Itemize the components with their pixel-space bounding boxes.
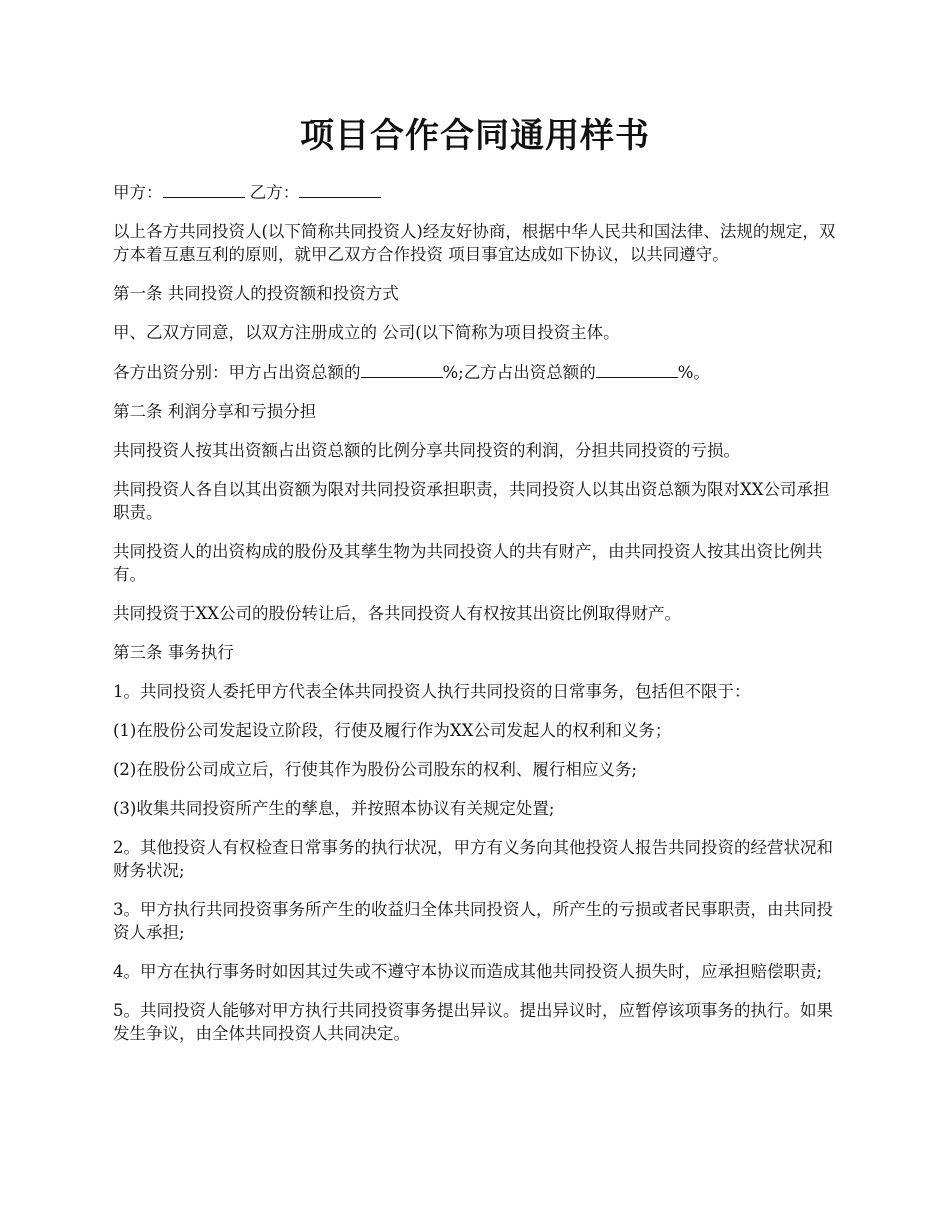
party-a-blank bbox=[163, 180, 245, 198]
contribution-middle: %;乙方占出资总额的 bbox=[442, 363, 596, 382]
contribution-line bbox=[113, 360, 841, 384]
paragraph-3-4: 4。甲方在执行事务时如因其过失或不遵守本协议而造成其他共同投资人损失时，应承担赔偿职责; bbox=[113, 962, 823, 981]
contribution-prefix: 各方出资分别：甲方占出资总额的 bbox=[113, 363, 361, 382]
party-a-percent-blank bbox=[361, 360, 443, 378]
section-heading-2: 第二条 利润分享和亏损分担 bbox=[113, 402, 317, 421]
party-b-label: 乙方： bbox=[244, 183, 300, 202]
document-title: 项目合作合同通用样书 bbox=[300, 116, 650, 156]
section-heading-3: 第三条 事务执行 bbox=[113, 643, 234, 662]
document-body bbox=[113, 180, 841, 1061]
paragraph-2-1: 共同投资人按其出资额占出资总额的比例分享共同投资的利润，分担共同投资的亏损。 bbox=[113, 441, 740, 460]
party-b-percent-blank bbox=[596, 360, 678, 378]
party-b-blank bbox=[299, 180, 381, 198]
paragraph-3-2: 2。其他投资人有权检查日常事务的执行状况，甲方有义务向其他投资人报告共同投资的经营状况和财务状况; bbox=[113, 838, 833, 880]
paragraph-3-1-2: (2)在股份公司成立后，行使其作为股份公司股东的权利、履行相应义务; bbox=[113, 760, 637, 779]
paragraph-1-1: 甲、乙双方同意，以双方注册成立的 公司(以下简称为项目投资主体。 bbox=[113, 323, 620, 342]
paragraph-2-4: 共同投资于XX公司的股份转让后，各共同投资人有权按其出资比例取得财产。 bbox=[113, 604, 681, 623]
paragraph-3-1-3: (3)收集共同投资所产生的孳息，并按照本协议有关规定处置; bbox=[113, 799, 555, 818]
party-a-label: 甲方： bbox=[113, 183, 163, 202]
parties-line bbox=[113, 180, 841, 204]
paragraph-2-3: 共同投资人的出资构成的股份及其孳生物为共同投资人的共有财产，由共同投资人按其出资比例共有。 bbox=[113, 542, 823, 584]
paragraph-3-5: 5。共同投资人能够对甲方执行共同投资事务提出异议。提出异议时，应暂停该项事务的执行。如果发生争议，由全体共同投资人共同决定。 bbox=[113, 1001, 833, 1043]
contribution-suffix: %。 bbox=[677, 363, 710, 382]
paragraph-preamble: 以上各方共同投资人(以下简称共同投资人)经友好协商，根据中华人民共和国法律、法规的规定，双方本着互惠互利的原则，就甲乙双方合作投资 项目事宜达成如下协议，以共同遵守。 bbox=[113, 222, 836, 264]
paragraph-2-2: 共同投资人各自以其出资额为限对共同投资承担职责，共同投资人以其出资总额为限对XX公司承担职责。 bbox=[113, 480, 830, 522]
paragraph-3-3: 3。甲方执行共同投资事务所产生的收益归全体共同投资人，所产生的亏损或者民事职责，由共同投资人承担; bbox=[113, 900, 833, 942]
paragraph-3-1-1: (1)在股份公司发起设立阶段，行使及履行作为XX公司发起人的权利和义务； bbox=[113, 721, 672, 740]
section-heading-1: 第一条 共同投资人的投资额和投资方式 bbox=[113, 284, 399, 303]
paragraph-3-1: 1。共同投资人委托甲方代表全体共同投资人执行共同投资的日常事务，包括但不限于： bbox=[113, 682, 751, 701]
